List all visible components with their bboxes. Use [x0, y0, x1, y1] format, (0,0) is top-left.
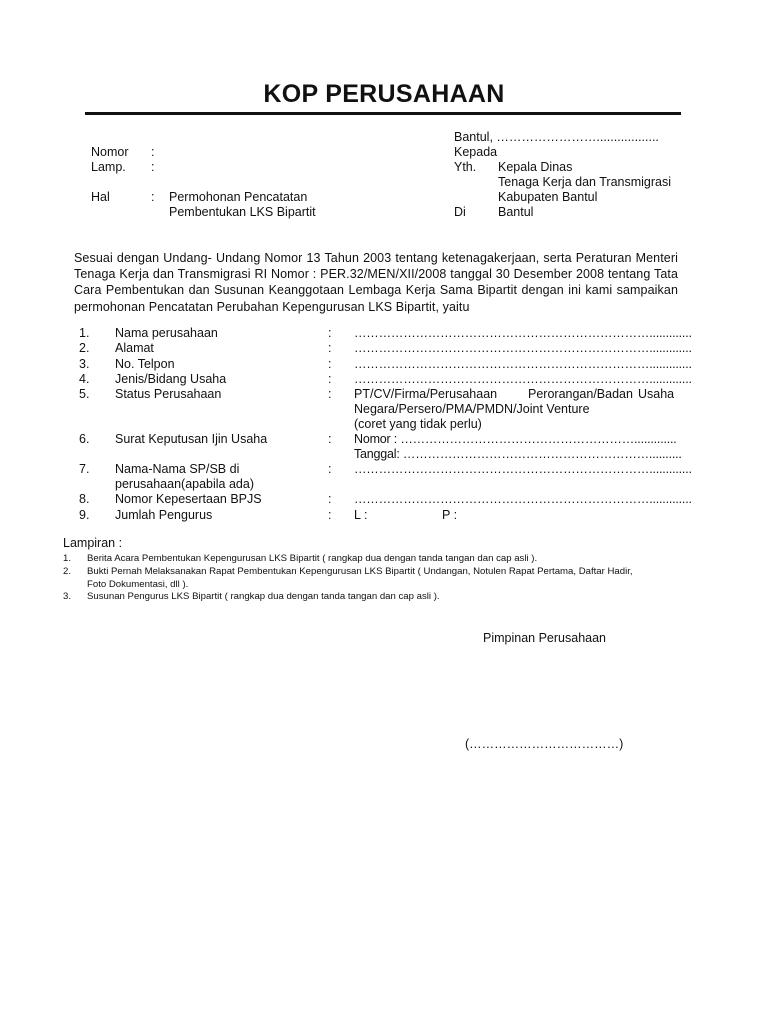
di-value: Bantul	[498, 205, 534, 219]
hal-colon: :	[151, 190, 155, 204]
recipient-line-3: Kabupaten Bantul	[498, 190, 598, 204]
form-item-label-bpjs: Nomor Kepesertaan BPJS	[115, 492, 262, 506]
signature-title: Pimpinan Perusahaan	[483, 631, 606, 645]
lampiran-item: Berita Acara Pembentukan Kepengurusan LKS Bipartit ( rangkap dua dengan tanda tangan dan cap asli ).	[87, 553, 538, 564]
kepada-label: Kepada	[454, 145, 498, 159]
di-label: Di	[454, 205, 466, 219]
form-item-colon: :	[328, 341, 332, 355]
hal-line-2: Pembentukan LKS Bipartit	[169, 205, 316, 219]
form-item-number: 7.	[79, 462, 90, 476]
form-item-label-alamat: Alamat	[115, 341, 154, 355]
hal-label: Hal	[91, 190, 110, 204]
form-item-label-nama-perusahaan: Nama perusahaan	[115, 326, 218, 340]
status-option-a: PT/CV/Firma/Perusahaan	[354, 387, 498, 401]
pengurus-perempuan: P :	[442, 508, 458, 522]
form-item-colon: :	[328, 357, 332, 371]
form-item-number: 6.	[79, 432, 90, 446]
hal-line-1: Permohonan Pencatatan	[169, 190, 308, 204]
pengurus-laki-laki: L :	[354, 508, 368, 522]
sk-tanggal-field: Tanggal: ……………………………………………………..........	[354, 447, 682, 461]
signature-name-placeholder: ………………………………	[469, 737, 620, 751]
nomor-label: Nomor	[91, 145, 129, 159]
form-field-jenis-usaha: ……………………………………………………………….............	[354, 372, 692, 386]
form-item-colon: :	[328, 492, 332, 506]
signature-name-line: (………………………………)	[465, 737, 624, 751]
status-option-b: Perorangan/Badan	[528, 387, 633, 401]
form-field-sp-sb: ……………………………………………………………….............	[354, 462, 692, 476]
sk-nomor-field: Nomor : ………………………………………………….............	[354, 432, 677, 446]
recipient-line-1: Kepala Dinas	[498, 160, 573, 174]
form-item-number: 5.	[79, 387, 90, 401]
form-item-number: 9.	[79, 508, 90, 522]
form-item-label-jumlah-pengurus: Jumlah Pengurus	[115, 508, 213, 522]
form-item-number: 8.	[79, 492, 90, 506]
form-item-colon: :	[328, 508, 332, 522]
letterhead-divider	[85, 112, 681, 115]
nomor-colon: :	[151, 145, 155, 159]
form-item-colon: :	[328, 326, 332, 340]
status-option-c: Usaha	[638, 387, 675, 401]
form-field-alamat: ……………………………………………………………….............	[354, 341, 692, 355]
form-item-label-jenis-usaha: Jenis/Bidang Usaha	[115, 372, 227, 386]
lampiran-item: Bukti Pernah Melaksanakan Rapat Pembentukan Kepengurusan LKS Bipartit ( Undangan, Notulen Rapat Pertama, Daftar Hadir,	[87, 566, 633, 577]
form-item-label-sp-sb: Nama-Nama SP/SB di	[115, 462, 240, 476]
lamp-colon: :	[151, 160, 155, 174]
lampiran-number: 1.	[63, 553, 72, 564]
form-field-nama-perusahaan: ……………………………………………………………….............	[354, 326, 692, 340]
form-item-number: 2.	[79, 341, 90, 355]
letterhead-title: KOP PERUSAHAAN	[263, 80, 505, 108]
form-item-number: 3.	[79, 357, 90, 371]
yth-label: Yth.	[454, 160, 477, 174]
form-item-colon: :	[328, 462, 332, 476]
lampiran-number: 3.	[63, 591, 72, 602]
form-item-number: 4.	[79, 372, 90, 386]
lampiran-item-line-2: Foto Dokumentasi, dll ).	[87, 579, 189, 590]
form-item-number: 1.	[79, 326, 90, 340]
place-date: Bantul, ……………………..................	[454, 130, 659, 144]
intro-paragraph: Sesuai dengan Undang- Undang Nomor 13 Tahun 2003 tentang ketenagakerjaan, serta Peraturan Menteri Tenaga Kerja dan Transmigrasi RI Nomor : PER.32/MEN/XII/2008 tanggal 30 Desember 2008 tentang Tata Cara Pembentukan dan Susunan Keanggotaan Lembaga Kerja Sama Bipartit dengan ini kami sampaikan permohonan Pencatatan Perubahan Kepengurusan LKS Bipartit, yaitu	[74, 251, 678, 314]
form-field-no-telpon: ……………………………………………………………….............	[354, 357, 692, 371]
status-note: (coret yang tidak perlu)	[354, 417, 482, 431]
recipient-line-2: Tenaga Kerja dan Transmigrasi	[498, 175, 672, 189]
form-item-colon: :	[328, 372, 332, 386]
form-item-label-no-telpon: No. Telpon	[115, 357, 175, 371]
form-item-colon: :	[328, 387, 332, 401]
form-item-label-status-perusahaan: Status Perusahaan	[115, 387, 222, 401]
status-option-line-2: Negara/Persero/PMA/PMDN/Joint Venture	[354, 402, 590, 416]
form-field-bpjs: ……………………………………………………………….............	[354, 492, 692, 506]
lamp-label: Lamp.	[91, 160, 126, 174]
lampiran-title: Lampiran :	[63, 536, 123, 550]
lampiran-item: Susunan Pengurus LKS Bipartit ( rangkap dua dengan tanda tangan dan cap asli ).	[87, 591, 440, 602]
form-item-colon: :	[328, 432, 332, 446]
form-item-label-sk-ijin-usaha: Surat Keputusan Ijin Usaha	[115, 432, 268, 446]
form-item-label-sp-sb-line-2: perusahaan(apabila ada)	[115, 477, 254, 491]
lampiran-number: 2.	[63, 566, 72, 577]
